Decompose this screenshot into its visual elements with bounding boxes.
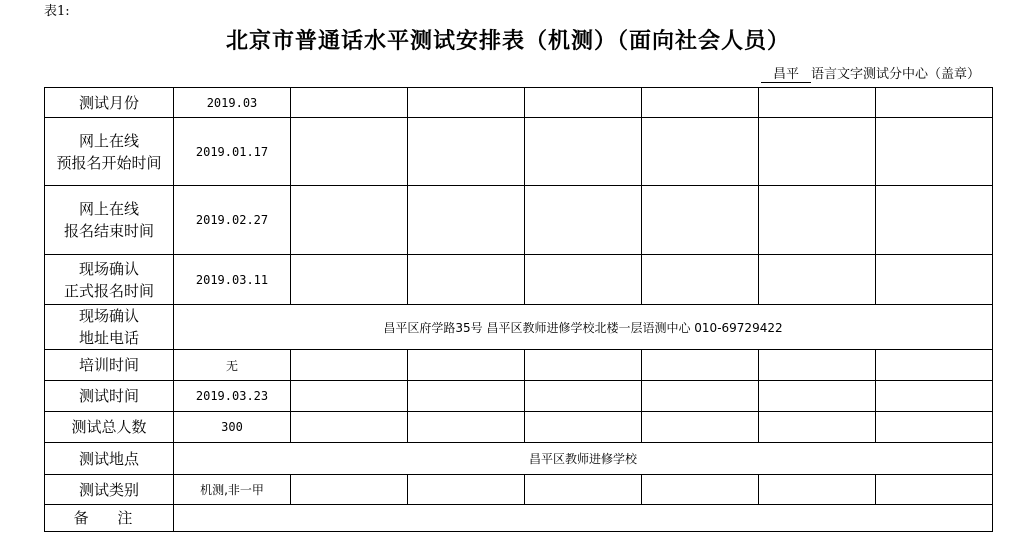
row-label: 测试地点: [45, 443, 174, 475]
row-label: 测试月份: [45, 88, 174, 118]
table-row: [45, 305, 993, 350]
page-title: 北京市普通话水平测试安排表（机测）（面向社会人员）: [225, 29, 790, 54]
row-value: 2019.02.27: [174, 186, 291, 255]
table-row: [45, 505, 993, 532]
org-line: [761, 63, 980, 83]
row-value: 300: [174, 412, 291, 443]
row-value: 无: [174, 350, 291, 381]
row-label: 备 注: [45, 505, 174, 532]
row-value: 机测,非一甲: [174, 475, 291, 505]
row-value: 2019.03.11: [174, 255, 291, 305]
table-row: [45, 350, 993, 381]
district-blank: 昌平: [761, 63, 811, 83]
row-label: 现场确认 地址电话: [45, 305, 174, 350]
table-row: [45, 443, 993, 475]
row-value: 2019.01.17: [174, 118, 291, 186]
table-row: [45, 412, 993, 443]
row-label: 现场确认 正式报名时间: [45, 255, 174, 305]
center-name: 语言文字测试分中心（盖章）: [810, 67, 980, 82]
row-label: 测试时间: [45, 381, 174, 412]
row-label: 培训时间: [45, 350, 174, 381]
table-label: 表1:: [44, 4, 70, 19]
address-phone-value: 昌平区府学路35号 昌平区教师进修学校北楼一层语测中心 010-69729422: [174, 305, 993, 350]
table-row: [45, 88, 993, 118]
test-location-value: 昌平区教师进修学校: [174, 443, 993, 475]
remarks-value: [174, 505, 993, 532]
table-row: [45, 475, 993, 505]
table-row: [45, 118, 993, 186]
row-label: 网上在线 报名结束时间: [45, 186, 174, 255]
table-row: [45, 381, 993, 412]
row-value: 2019.03: [174, 88, 291, 118]
table-row: [45, 255, 993, 305]
row-label: 网上在线 预报名开始时间: [45, 118, 174, 186]
table-row: [45, 186, 993, 255]
schedule-table: [44, 87, 993, 532]
row-label: 测试类别: [45, 475, 174, 505]
row-value: 2019.03.23: [174, 381, 291, 412]
row-label: 测试总人数: [45, 412, 174, 443]
